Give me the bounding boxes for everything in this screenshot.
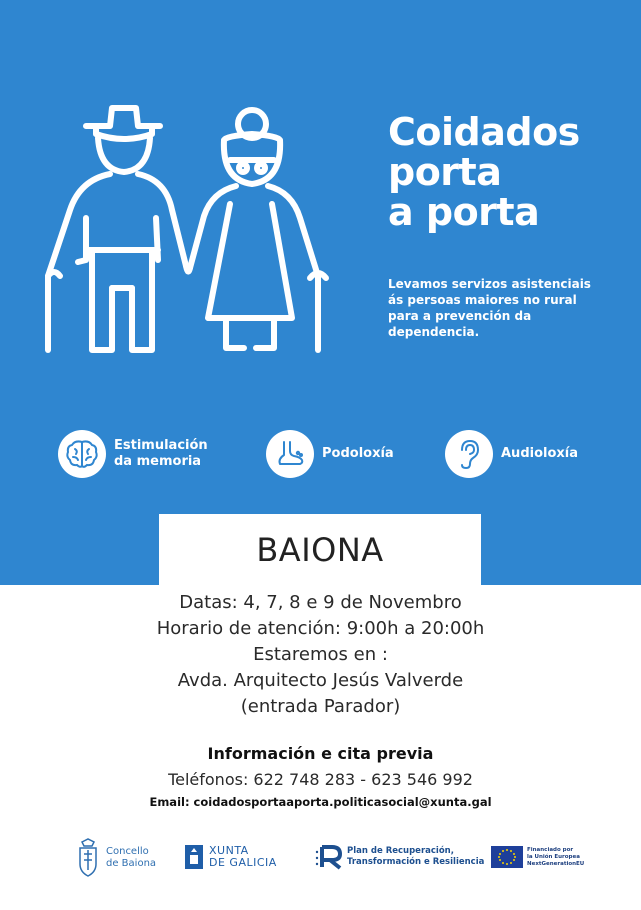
recovery-plan-logo bbox=[314, 844, 484, 870]
eu-line-1: Financiado por bbox=[527, 846, 574, 853]
xunta-line-1: XUNTA bbox=[209, 844, 249, 857]
service-memory-label-line-2: da memoria bbox=[114, 454, 202, 469]
coat-of-arms-icon bbox=[76, 838, 100, 878]
hero-title-line-2: porta bbox=[388, 150, 502, 194]
event-info bbox=[0, 590, 641, 720]
contact-phones: Teléfonos: 622 748 283 - 623 546 992 bbox=[168, 770, 473, 789]
xunta-line-2: DE GALICIA bbox=[209, 856, 277, 869]
eu-line-3: NextGenerationEU bbox=[527, 860, 585, 867]
event-hours: Horario de atención: 9:00h a 20:00h bbox=[156, 618, 485, 639]
service-podiatry bbox=[266, 430, 394, 478]
foot-icon bbox=[274, 439, 306, 469]
eu-logo bbox=[491, 846, 584, 868]
recovery-plan-icon bbox=[314, 844, 344, 870]
recovery-plan-text bbox=[347, 846, 484, 868]
eu-stars-icon bbox=[497, 848, 517, 866]
xunta-emblem-icon bbox=[184, 844, 204, 870]
event-address-note: (entrada Parador) bbox=[240, 696, 401, 717]
eu-flag-icon bbox=[491, 846, 523, 868]
brain-icon-circle bbox=[58, 430, 106, 478]
brain-icon bbox=[65, 439, 99, 469]
service-memory bbox=[58, 430, 208, 478]
contact-heading: Información e cita previa bbox=[207, 744, 434, 763]
service-audiology-label: Audioloxía bbox=[501, 446, 579, 461]
plan-line-1: Plan de Recuperación, bbox=[347, 846, 454, 856]
eu-line-2: la Unión Europea bbox=[527, 853, 580, 860]
concello-logo bbox=[76, 838, 156, 878]
hero-title-line-3: a porta bbox=[388, 190, 540, 234]
service-audiology bbox=[445, 430, 578, 478]
service-memory-label-line-1: Estimulación bbox=[114, 438, 208, 453]
hero-subtitle: Levamos servizos asistenciais ás persoas maiores no rural para a prevención da dependencia. bbox=[388, 277, 591, 339]
concello-line-2: de Baiona bbox=[106, 858, 157, 869]
elderly-couple-icon bbox=[40, 100, 340, 362]
event-location-intro: Estaremos en : bbox=[253, 644, 388, 665]
contact-email: Email: coidadosportaaporta.politicasocial@xunta.gal bbox=[149, 795, 492, 809]
city-name: BAIONA bbox=[256, 531, 384, 569]
xunta-logo bbox=[184, 844, 277, 870]
service-memory-label bbox=[114, 438, 208, 470]
service-podiatry-label: Podoloxía bbox=[322, 446, 394, 461]
concello-logo-text bbox=[106, 846, 156, 870]
event-dates: Datas: 4, 7, 8 e 9 de Novembro bbox=[179, 592, 462, 613]
ear-icon bbox=[456, 438, 482, 470]
city-box bbox=[159, 514, 481, 586]
concello-line-1: Concello bbox=[106, 846, 149, 857]
foot-icon-circle bbox=[266, 430, 314, 478]
hero-title bbox=[388, 112, 580, 232]
ear-icon-circle bbox=[445, 430, 493, 478]
hero-title-line-1: Coidados bbox=[388, 110, 580, 154]
footer-logos bbox=[0, 836, 641, 886]
eu-logo-text bbox=[527, 847, 584, 868]
plan-line-2: Transformación e Resiliencia bbox=[347, 857, 485, 867]
xunta-logo-text bbox=[209, 845, 277, 869]
event-address: Avda. Arquitecto Jesús Valverde bbox=[177, 670, 464, 691]
